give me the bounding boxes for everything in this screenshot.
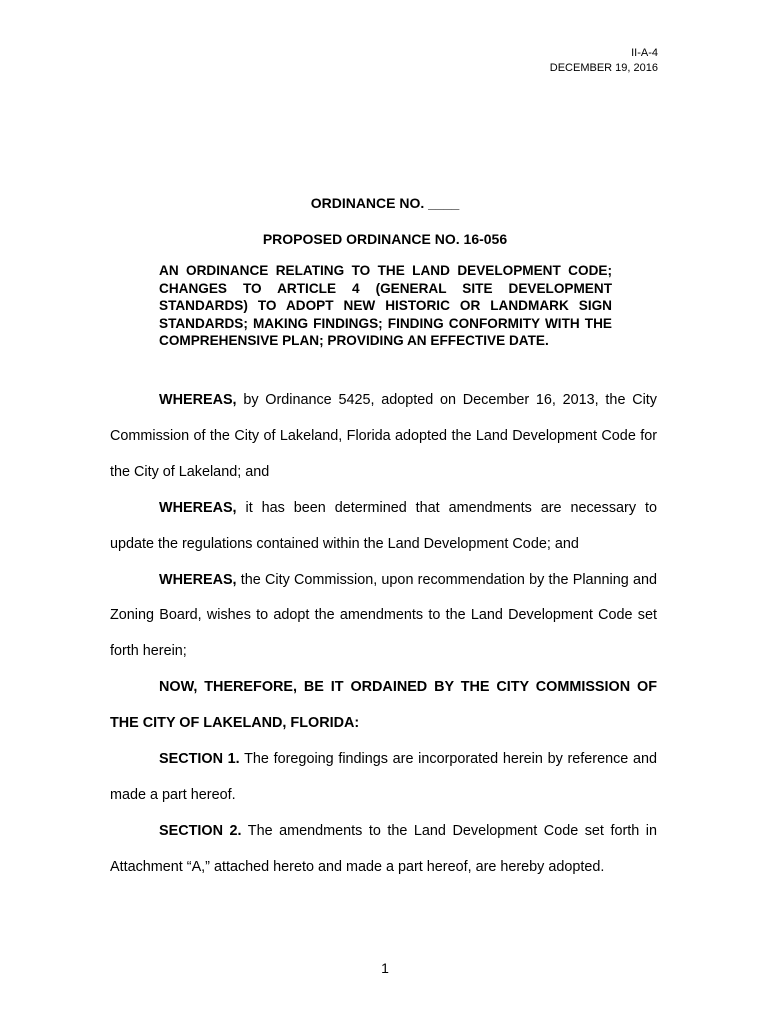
section-2-text: The amendments to the Land Development Code set forth in Attachment “A,” attached hereto and made a part hereof, are hereby adopted. [110,822,657,875]
whereas-paragraph-2 [110,491,657,563]
section-2-lead: SECTION 2. [159,822,242,839]
whereas-paragraph-3 [110,563,657,671]
whereas-text-1: by Ordinance 5425, adopted on December 16, 2013, the City Commission of the City of Lakeland, Florida adopted the Land Development Code for the City of Lakeland; and [110,392,657,480]
ordained-clause: NOW, THEREFORE, BE IT ORDAINED BY THE CITY COMMISSION OF THE CITY OF LAKELAND, FLORIDA: [110,679,657,732]
whereas-lead-1: WHEREAS, [159,392,237,408]
document-body [110,383,657,886]
section-1-lead: SECTION 1. [159,751,240,768]
whereas-lead-3: WHEREAS, [159,571,237,588]
whereas-text-3: the City Commission, upon recommendation by the Planning and Zoning Board, wishes to adopt the amendments to the Land Development Code set forth herein; [110,571,657,660]
section-1-text: The foregoing findings are incorporated herein by reference and made a part hereof. [110,751,658,803]
section-2-paragraph [110,814,657,886]
document-date: DECEMBER 19, 2016 [549,62,658,74]
document-header [550,46,658,76]
section-1-paragraph [110,742,657,814]
page-number: 1 [381,960,389,976]
agenda-reference: II-A-4 [631,47,658,59]
ordinance-caption: AN ORDINANCE RELATING TO THE LAND DEVELOPMENT CODE; CHANGES TO ARTICLE 4 (GENERAL SITE DEVELOPMENT STANDARDS) TO ADOPT NEW HISTORIC OR LANDMARK SIGN STANDARDS; MAKING FINDINGS; FINDING CONFORMITY WITH THE COMPREHENSIVE PLAN; PROVIDING AN EFFECTIVE DATE. [159,263,612,348]
whereas-lead-2: WHEREAS, [159,499,237,516]
proposed-ordinance-title: PROPOSED ORDINANCE NO. 16-056 [262,231,508,247]
whereas-paragraph-1 [110,383,657,491]
whereas-text-2: it has been determined that amendments are necessary to update the regulations contained within the Land Development Code; and [110,499,657,552]
ordinance-number-title: ORDINANCE NO. ____ [310,195,460,211]
